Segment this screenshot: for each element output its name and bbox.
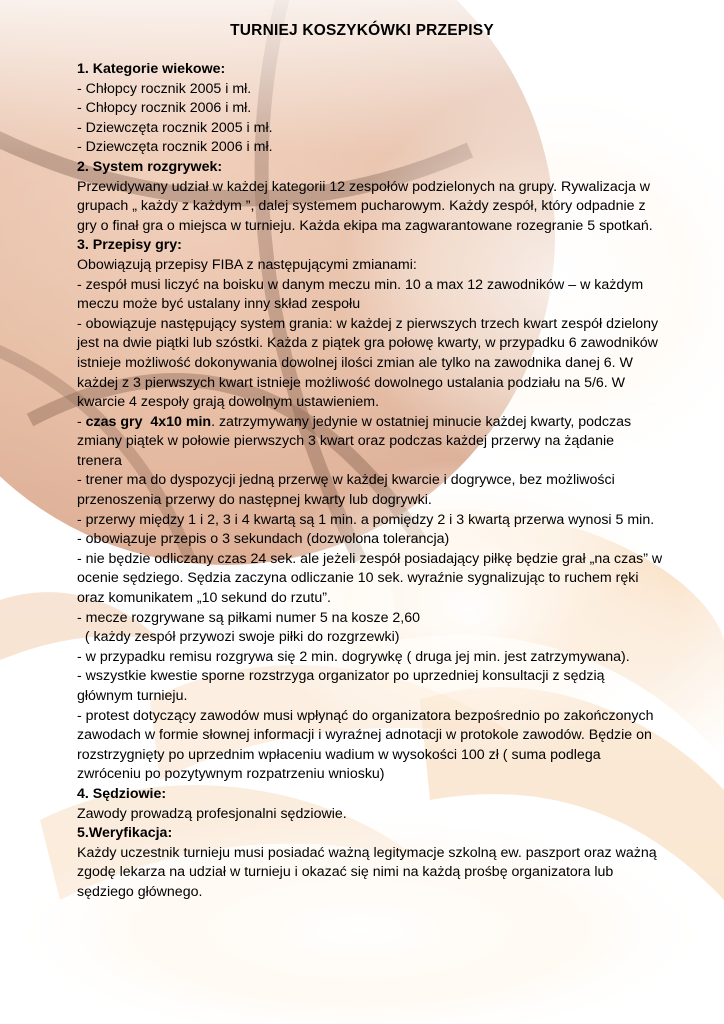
text-line: gry o finał gra o miejsca w turnieju. Każda ekipa ma zagwarantowane rozegranie 5 spotkań. [77, 217, 653, 234]
section-heading: 1. Kategorie wiekowe: [77, 61, 226, 77]
text-line: - obowiązuje przepis o 3 sekundach (dozwolona tolerancja) [77, 531, 450, 548]
text-line: rozstrzygnięty po uprzednim wpłaceniu wadium w wysokości 100 zł ( suma podlega [77, 746, 601, 763]
text-fragment: . zatrzymywany jedynie w ostatniej minucie każdej kwarty, podczas [211, 413, 632, 430]
section-heading: 2. System rozgrywek: [77, 158, 223, 175]
text-line: - przerwy między 1 i 2, 3 i 4 kwartą są 1 min. a pomiędzy 2 i 3 kwartą przerwa wynosi 5 min. [77, 511, 655, 528]
text-line: meczu może być ustalany inny skład zespołu [77, 296, 361, 313]
section-heading: 3. Przepisy gry: [77, 237, 182, 254]
text-line: grupach „ każdy z każdym ”, dalej systemem pucharowym. Każdy zespół, który odpadnie z [77, 198, 646, 215]
text-line: - trener ma do dyspozycji jedną przerwę w każdej kwarcie i dogrywce, bez możliwości [77, 472, 615, 489]
text-line: głównym turnieju. [77, 688, 188, 704]
text-line: zawodach w formie słownej informacji i wyraźnej adnotacji w protokole zawodów. Będzie on [77, 727, 652, 744]
text-line: ocenie sędziego. Sędzia zaczyna odliczanie 10 sek. wyraźnie sygnalizując to ruchem ręki [77, 570, 639, 587]
text-line: przenoszenia przerwy do następnej kwarty lub dogrywki. [77, 492, 432, 509]
section-heading: 4. Sędziowie: [77, 785, 167, 802]
text-line: trenera [77, 452, 122, 469]
text-line: Przewidywany udział w każdej kategorii 12 zespołów podzielonych na grupy. Rywalizacja w [77, 178, 651, 195]
text-line: - Dziewczęta rocznik 2005 i mł. [77, 119, 273, 136]
text-line: - mecze rozgrywane są piłkami numer 5 na kosze 2,60 [77, 609, 421, 626]
text-line: istnieje możliwość dokonywania dowolnej ilości zmian ale tylko na zawodnika danej 6. W [77, 354, 633, 371]
text-line [77, 413, 689, 433]
document-title: TURNIEJ KOSZYKÓWKI PRZEPISY [230, 22, 494, 39]
text-line: Każdy uczestnik turnieju musi posiadać ważną legitymacje szkolną ew. paszport oraz ważną [77, 844, 657, 861]
text-line: - Chłopcy rocznik 2005 i mł. [77, 80, 252, 97]
text-fragment: - [77, 413, 86, 430]
text-line: kwarcie 4 zespoły grają dowolnym ustawieniem. [77, 394, 380, 411]
text-line: każdej z 3 pierwszych kwart istnieje możliwość dowolnego ustalania podziału na 5/6. W [77, 374, 626, 391]
text-line: zgodę lekarza na udział w turnieju i okazać się nimi na każdą prośbę organizatora lub [77, 864, 614, 881]
text-line: zwróceniu po pozytywnym rozpatrzeniu wniosku) [77, 766, 385, 783]
text-line: sędziego głównego. [77, 883, 203, 900]
text-line: - zespół musi liczyć na boisku w danym meczu min. 10 a max 12 zawodników – w każdym [77, 276, 644, 293]
text-line: ( każdy zespół przywozi swoje piłki do rozgrzewki) [77, 629, 400, 646]
text-line: - nie będzie odliczany czas 24 sek. ale jeżeli zespół posiadający piłkę będzie grał „na czas” w [77, 550, 663, 567]
section-heading: 5.Weryfikacja: [77, 825, 173, 842]
bold-fragment: czas gry 4x10 min [85, 413, 212, 430]
text-line: - w przypadku remisu rozgrywa się 2 min. dogrywkę ( druga jej min. jest zatrzymywana). [77, 648, 630, 665]
text-line: - Chłopcy rocznik 2006 i mł. [77, 100, 252, 117]
text-line: - obowiązuje następujący system grania: w każdej z pierwszych trzech kwart zespół dzielony [77, 315, 659, 332]
text-line: Obowiązują przepisy FIBA z następującymi zmianami: [77, 256, 417, 273]
text-line: zmiany piątek w połowie pierwszych 3 kwart oraz podczas każdej przerwy na żądanie [77, 433, 615, 450]
text-line: oraz komunikatem „10 sekund do rzutu”. [77, 590, 331, 607]
text-line: - Dziewczęta rocznik 2006 i mł. [77, 139, 273, 156]
text-line: - wszystkie kwestie sporne rozstrzyga organizator po uprzedniej konsultacji z sędzią [77, 668, 605, 685]
text-line: Zawody prowadzą profesjonalni sędziowie. [77, 805, 347, 822]
text-line: jest na dwie piątki lub szóstki. Każda z piątek gra połowę kwarty, w przypadku 6 zawodników [77, 335, 658, 352]
document-body [77, 60, 689, 903]
text-line: - protest dotyczący zawodów musi wpłynąć do organizatora bezpośrednio po zakończonych [77, 707, 654, 724]
